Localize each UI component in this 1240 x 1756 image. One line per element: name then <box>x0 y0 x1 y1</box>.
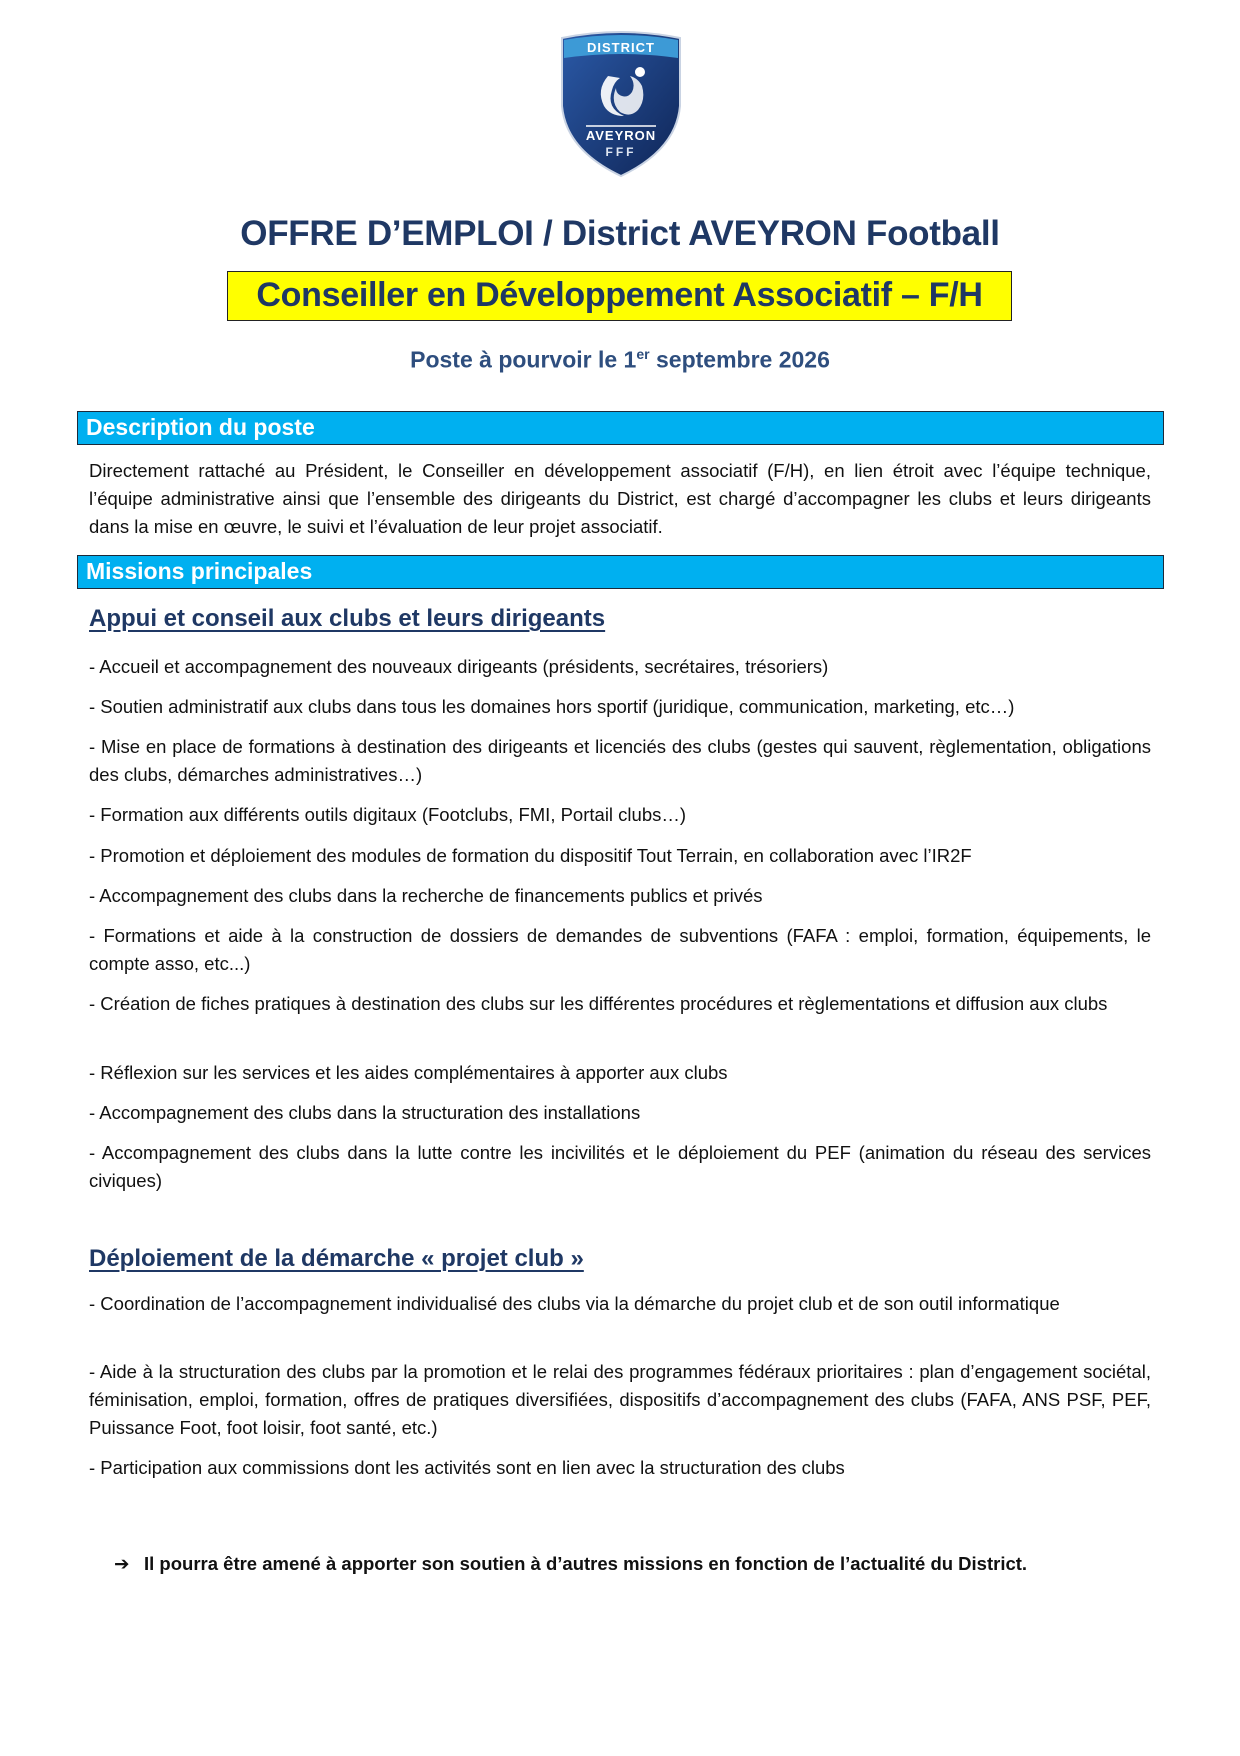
section-title-missions: Missions principales <box>86 558 313 584</box>
mission-item: - Accompagnement des clubs dans la lutte contre les incivilités et le déploiement du PEF (animation du réseau des services civiques) <box>89 1142 1151 1191</box>
start-date <box>0 346 1240 374</box>
mission-item: - Accueil et accompagnement des nouveaux dirigeants (présidents, secrétaires, trésoriers) <box>89 656 829 677</box>
mission-item: - Aide à la structuration des clubs par la promotion et le relai des programmes fédéraux prioritaires : plan d’engagement sociétal, féminisation, emploi, formation, offres de pratiques diversifiées, dispositifs d’accompagnement des clubs (FAFA, ANS PSF, PEF, Puissance Foot, foot loisir, foot santé, etc.) <box>89 1361 1151 1438</box>
logo-text-fff: FFF <box>605 145 637 159</box>
mission-item: - Formation aux différents outils digitaux (Footclubs, FMI, Portail clubs…) <box>89 804 687 825</box>
mission-group-heading: Appui et conseil aux clubs et leurs dirigeants <box>89 605 606 632</box>
mission-item: - Promotion et déploiement des modules de formation du dispositif Tout Terrain, en collaboration avec l’IR2F <box>89 845 972 866</box>
mission-group-heading: Déploiement de la démarche « projet club » <box>89 1245 584 1272</box>
section-bar-missions <box>77 555 1164 589</box>
mission-item: - Accompagnement des clubs dans la recherche de financements publics et privés <box>89 885 763 906</box>
mission-item: - Accompagnement des clubs dans la structuration des installations <box>89 1102 641 1123</box>
page-title: OFFRE D’EMPLOI / District AVEYRON Football <box>240 214 1000 253</box>
logo-text-aveyron: AVEYRON <box>585 128 657 143</box>
mission-item: - Création de fiches pratiques à destination des clubs sur les différentes procédures et règlementations et diffusion aux clubs <box>89 993 1108 1014</box>
district-logo <box>556 28 686 178</box>
description-text: Directement rattaché au Président, le Conseiller en développement associatif (F/H), en lien étroit avec l’équipe technique, l’équipe administrative ainsi que l’ensemble des dirigeants du District, est chargé d’accompagner les clubs et leurs dirigeants dans la mise en œuvre, le suivi et l’évaluation de leur projet associatif. <box>89 460 1151 537</box>
section-bar-description <box>77 411 1164 445</box>
job-title-highlight <box>227 271 1012 321</box>
footer-note-text: Il pourra être amené à apporter son soutien à d’autres missions en fonction de l’actualité du District. <box>144 1553 1028 1574</box>
arrow-right-icon: ➔ <box>114 1553 130 1574</box>
start-date-sup: er <box>636 346 650 362</box>
start-date-suffix: septembre 2026 <box>649 346 830 373</box>
mission-item: - Formations et aide à la construction de dossiers de demandes de subventions (FAFA : emploi, formation, équipements, le compte asso, etc...) <box>89 925 1151 974</box>
footer-note <box>114 1553 1027 1575</box>
mission-item: - Réflexion sur les services et les aides complémentaires à apporter aux clubs <box>89 1062 728 1083</box>
mission-item: - Coordination de l’accompagnement individualisé des clubs via la démarche du projet club et de son outil informatique <box>89 1293 1060 1314</box>
logo-text-district: DISTRICT <box>587 40 655 55</box>
mission-item: - Soutien administratif aux clubs dans tous les domaines hors sportif (juridique, communication, marketing, etc…) <box>89 696 1015 717</box>
job-title: Conseiller en Développement Associatif – F/H <box>256 276 983 314</box>
mission-item: - Participation aux commissions dont les activités sont en lien avec la structuration des clubs <box>89 1457 845 1478</box>
start-date-prefix: Poste à pourvoir le 1 <box>410 346 637 373</box>
mission-item: - Mise en place de formations à destination des dirigeants et licenciés des clubs (gestes qui sauvent, règlementation, obligations des clubs, démarches administratives…) <box>89 736 1151 785</box>
section-title-description: Description du poste <box>86 414 315 440</box>
